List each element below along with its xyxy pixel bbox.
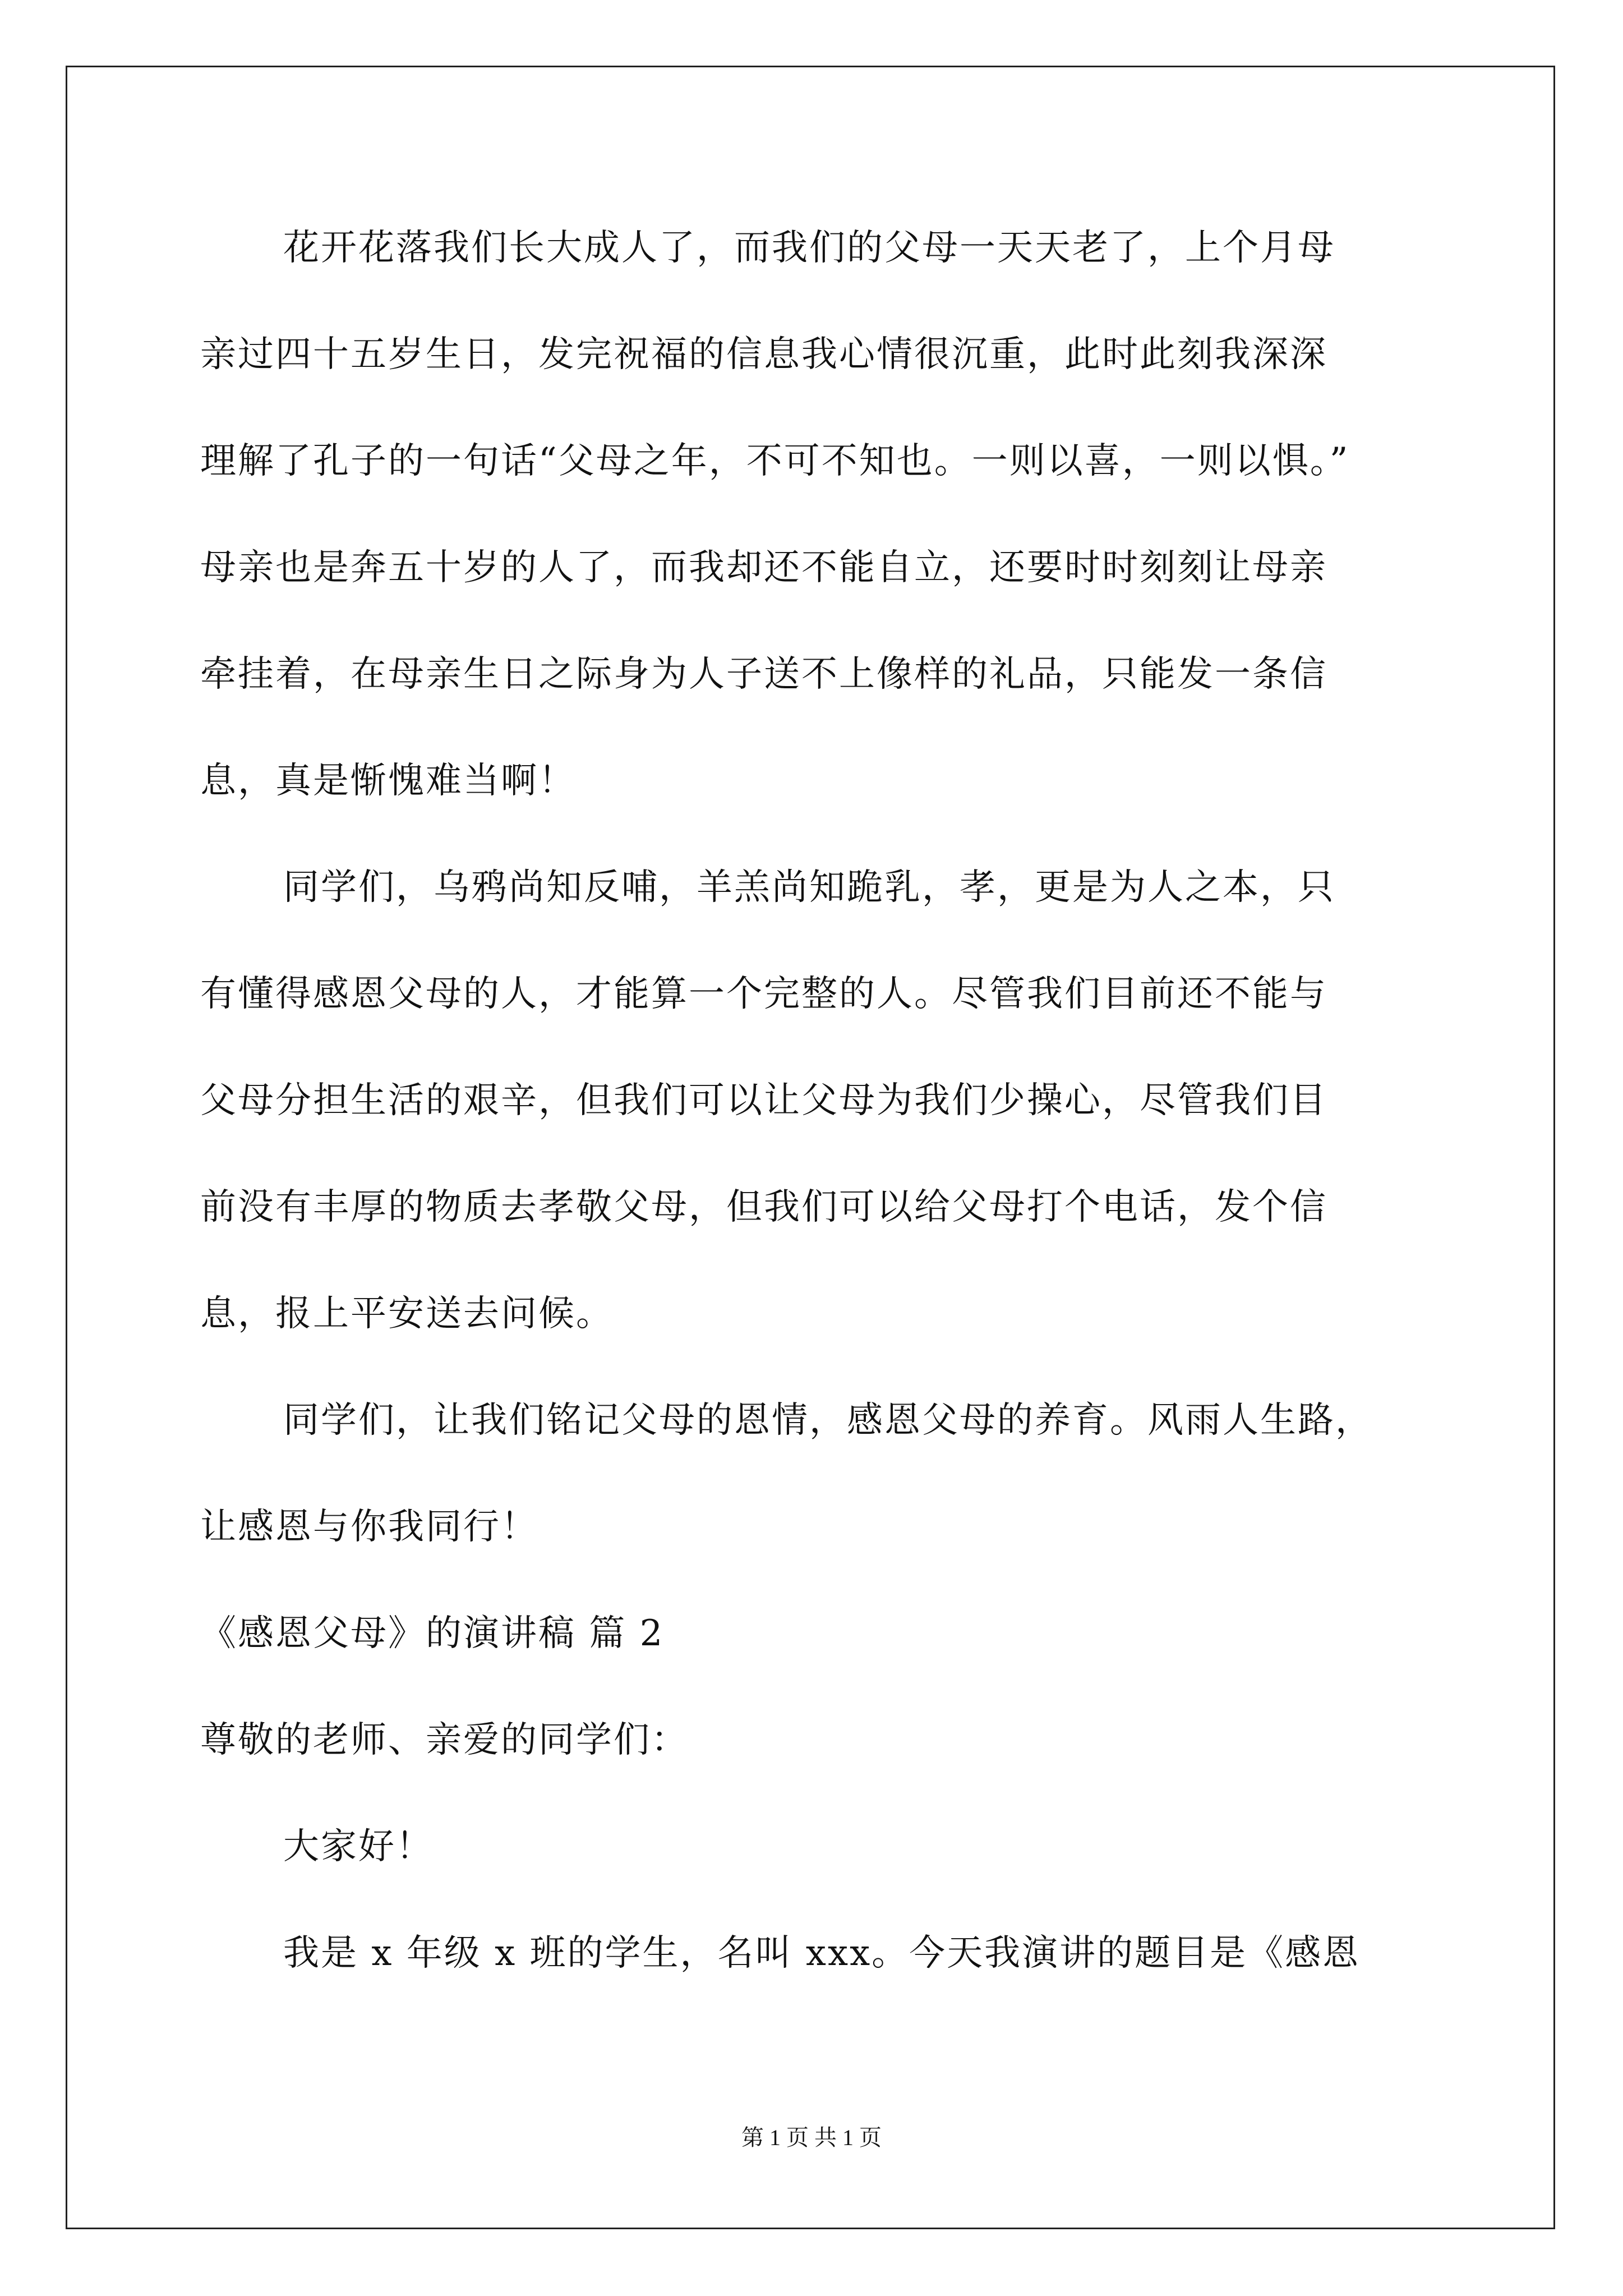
paragraph-2-line-5: 息，报上平安送去问候。 <box>200 1293 614 1335</box>
page-border <box>66 66 1555 2229</box>
paragraph-1-line-4: 母亲也是奔五十岁的人了，而我却还不能自立，还要时时刻刻让母亲 <box>200 547 1327 588</box>
paragraph-1-line-1: 花开花落我们长大成人了，而我们的父母一天天老了，上个月母 <box>283 227 1335 269</box>
page-footer: 第 1 页 共 1 页 <box>741 2125 882 2150</box>
paragraph-2-line-1: 同学们，乌鸦尚知反哺，羊羔尚知跪乳，孝，更是为人之本，只 <box>283 867 1335 908</box>
paragraph-2-line-2: 有懂得感恩父母的人，才能算一个完整的人。尽管我们目前还不能与 <box>200 973 1327 1015</box>
paragraph-2-line-3: 父母分担生活的艰辛，但我们可以让父母为我们少操心，尽管我们目 <box>200 1080 1327 1121</box>
paragraph-1-line-6: 息，真是惭愧难当啊！ <box>200 760 576 802</box>
paragraph-4-line-1: 我是 x 年级 x 班的学生，名叫 xxx。今天我演讲的题目是《感恩 <box>283 1932 1361 1974</box>
paragraph-1-line-3: 理解了孔子的一句话“父母之年，不可不知也。一则以喜，一则以惧。” <box>200 440 1350 482</box>
paragraph-1-line-2: 亲过四十五岁生日，发完祝福的信息我心情很沉重，此时此刻我深深 <box>200 334 1327 375</box>
salutation: 尊敬的老师、亲爱的同学们： <box>200 1719 689 1761</box>
greeting: 大家好！ <box>283 1826 434 1867</box>
section-heading: 《感恩父母》的演讲稿 篇 2 <box>200 1613 665 1654</box>
paragraph-2-line-4: 前没有丰厚的物质去孝敬父母，但我们可以给父母打个电话，发个信 <box>200 1186 1327 1228</box>
paragraph-1-line-5: 牵挂着，在母亲生日之际身为人子送不上像样的礼品，只能发一条信 <box>200 654 1327 695</box>
paragraph-3-line-2: 让感恩与你我同行！ <box>200 1506 538 1548</box>
paragraph-3-line-1: 同学们，让我们铭记父母的恩情，感恩父母的养育。风雨人生路， <box>283 1400 1373 1441</box>
